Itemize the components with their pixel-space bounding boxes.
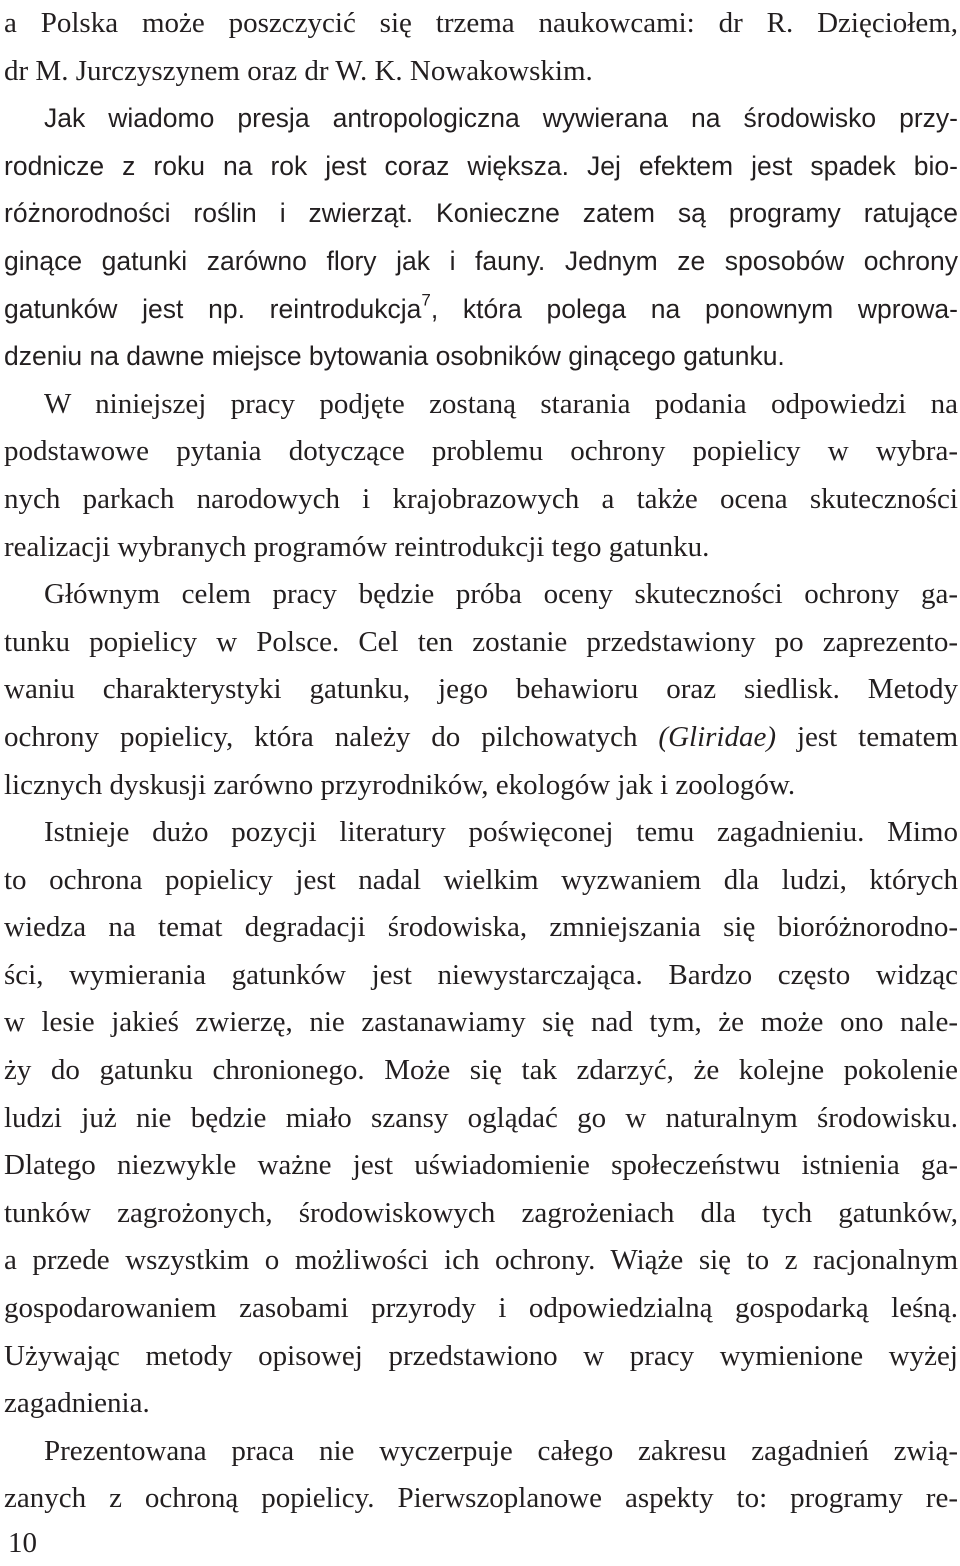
- text-line: tunków zagrożonych, środowiskowych zagrożeniach dla tych gatunków,: [4, 1196, 958, 1229]
- text-line: ludzi już nie będzie miało szansy oglądać go w naturalnym środowisku.: [4, 1101, 958, 1134]
- text-line: rodnicze z roku na rok jest coraz większa. Jej efektem jest spadek bio-: [4, 150, 958, 181]
- text-line: zagadnienia.: [4, 1387, 150, 1420]
- page-number: 10: [8, 1527, 37, 1559]
- text-line: Używając metody opisowej przedstawiono w pracy wymienione wyżej: [4, 1339, 958, 1372]
- text-line: realizacji wybranych programów reintrodukcji tego gatunku.: [4, 530, 710, 563]
- text-line: podstawowe pytania dotyczące problemu ochrony popielicy w wybra-: [4, 435, 958, 468]
- text-segment: ochrony popielicy, która należy do pilchowatych: [4, 720, 659, 753]
- text-segment: jest tematem: [776, 720, 958, 753]
- text-segment: , która polega na ponownym wprowa-: [430, 293, 958, 324]
- text-line: Istnieje dużo pozycji literatury poświęconej temu zagadnieniu. Mimo: [44, 816, 958, 849]
- text-line: ści, wymierania gatunków jest niewystarczająca. Bardzo często widząc: [4, 958, 958, 991]
- text-line: ginące gatunki zarówno flory jak i fauny. Jednym ze sposobów ochrony: [4, 245, 958, 276]
- text-line: dzeniu na dawne miejsce bytowania osobników ginącego gatunku.: [4, 341, 785, 372]
- text-line: w lesie jakieś zwierzę, nie zastanawiamy się nad tym, że może ono nale-: [4, 1006, 958, 1039]
- text-segment: gatunków jest np. reintrodukcja: [4, 293, 422, 324]
- document-page: [4, 0, 958, 1523]
- text-line: ży do gatunku chronionego. Może się tak zdarzyć, że kolejne pokolenie: [4, 1054, 958, 1087]
- italic-term: (Gliridae): [658, 720, 777, 753]
- text-line: licznych dyskusji zarówno przyrodników, ekologów jak i zoologów.: [4, 768, 796, 801]
- text-line: to ochrona popielicy jest nadal wielkim wyzwaniem dla ludzi, których: [4, 863, 958, 896]
- text-line: różnorodności roślin i zwierząt. Konieczne zatem są programy ratujące: [4, 198, 958, 229]
- text-line: W niniejszej pracy podjęte zostaną starania podania odpowiedzi na: [44, 387, 958, 420]
- text-line: Głównym celem pracy będzie próba oceny skuteczności ochrony ga-: [44, 578, 958, 611]
- text-line: a Polska może poszczycić się trzema naukowcami: dr R. Dzięciołem,: [4, 7, 958, 39]
- text-line: [4, 286, 958, 334]
- text-line: zanych z ochroną popielicy. Pierwszoplanowe aspekty to: programy re-: [4, 1482, 958, 1515]
- text-line: waniu charakterystyki gatunku, jego behawioru oraz siedlisk. Metody: [4, 673, 958, 706]
- text-line: gospodarowaniem zasobami przyrody i odpowiedzialną gospodarką leśną.: [4, 1292, 958, 1325]
- text-line: nych parkach narodowych i krajobrazowych a także ocena skuteczności: [4, 482, 958, 515]
- text-line: Prezentowana praca nie wyczerpuje całego zakresu zagadnień zwią-: [44, 1434, 958, 1467]
- text-line: wiedza na temat degradacji środowiska, zmniejszania się bioróżnorodno-: [4, 911, 958, 944]
- text-line: Dlatego niezwykle ważne jest uświadomienie społeczeństwu istnienia ga-: [4, 1149, 958, 1182]
- text-line: [4, 714, 958, 762]
- text-line: a przede wszystkim o możliwości ich ochrony. Wiąże się to z racjonalnym: [4, 1244, 958, 1277]
- text-line: Jak wiadomo presja antropologiczna wywierana na środowisko przy-: [44, 103, 958, 134]
- text-line: tunku popielicy w Polsce. Cel ten zostanie przedstawiony po zaprezento-: [4, 625, 958, 658]
- footnote-marker: 7: [421, 289, 431, 309]
- text-line: dr M. Jurczyszynem oraz dr W. K. Nowakowskim.: [4, 54, 593, 87]
